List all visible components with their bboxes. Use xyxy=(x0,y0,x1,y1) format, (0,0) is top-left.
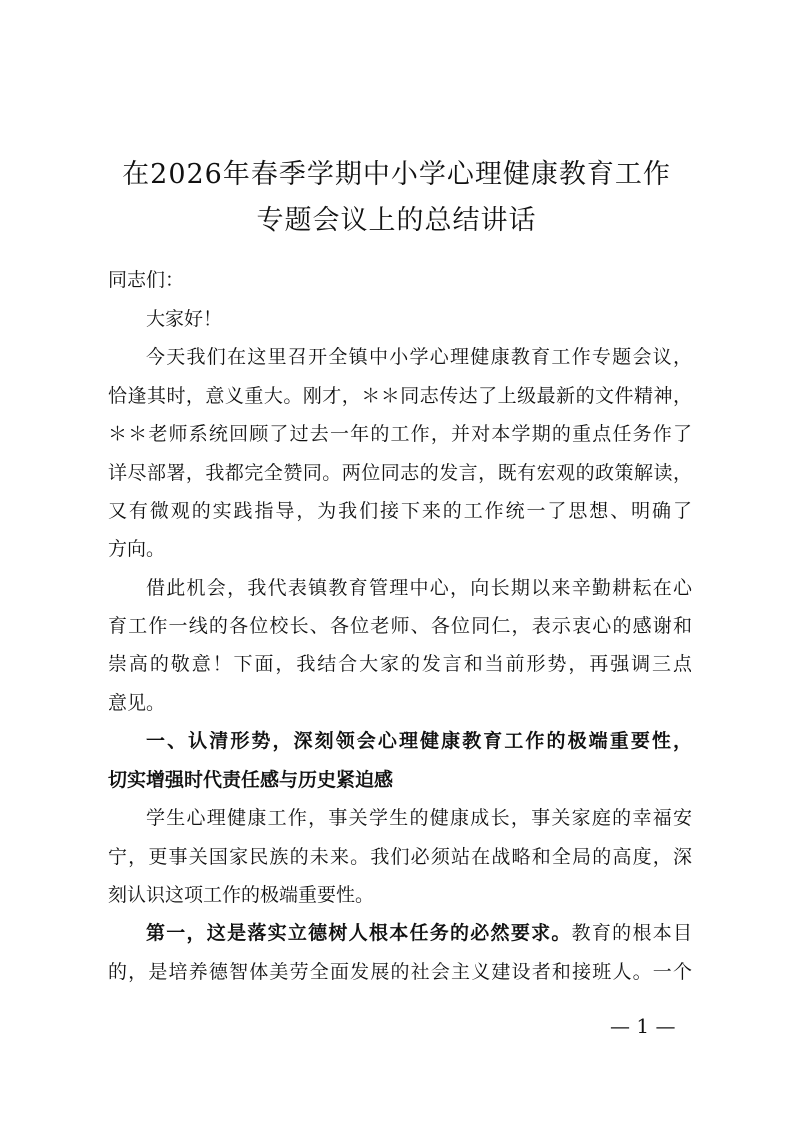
greeting: 大家好！ xyxy=(146,308,223,330)
paragraph-4-rest: 教育的根本目 xyxy=(571,922,692,944)
paragraph-3-line-1: 学生心理健康工作，事关学生的健康成长，事关家庭的幸福安 xyxy=(146,807,692,829)
paragraph-1-line-2: 恰逢其时，意义重大。刚才，＊＊同志传达了上级最新的文件精神， xyxy=(108,385,692,407)
page-number: — 1 — xyxy=(610,1014,676,1038)
paragraph-2-line-4: 意见。 xyxy=(108,692,166,714)
paragraph-4-lead: 第一，这是落实立德树人根本任务的必然要求。 xyxy=(146,922,572,944)
paragraph-2-line-3: 崇高的敬意！下面，我结合大家的发言和当前形势，再强调三点 xyxy=(108,653,692,675)
paragraph-3-line-3: 刻认识这项工作的极端重要性。 xyxy=(108,884,375,906)
paragraph-1-line-5: 又有微观的实践指导，为我们接下来的工作统一了思想、明确了 xyxy=(108,500,692,522)
document-title-line-2: 专题会议上的总结讲话 xyxy=(256,205,537,236)
document-title-line-1: 在2026年春季学期中小学心理健康教育工作 xyxy=(122,159,671,190)
paragraph-2-line-2: 育工作一线的各位校长、各位老师、各位同仁，表示衷心的感谢和 xyxy=(108,615,692,637)
paragraph-4-line-2: 的，是培养德智体美劳全面发展的社会主义建设者和接班人。一个 xyxy=(108,961,692,983)
paragraph-1-line-4: 详尽部署，我都完全赞同。两位同志的发言，既有宏观的政策解读， xyxy=(108,462,692,484)
paragraph-2-line-1: 借此机会，我代表镇教育管理中心，向长期以来辛勤耕耘在心 xyxy=(146,577,692,599)
section-heading-1-line-2: 切实增强时代责任感与历史紧迫感 xyxy=(108,769,394,791)
paragraph-1-line-1: 今天我们在这里召开全镇中小学心理健康教育工作专题会议， xyxy=(146,346,692,368)
paragraph-4-line-1 xyxy=(146,921,692,945)
paragraph-1-line-3: ＊＊老师系统回顾了过去一年的工作，并对本学期的重点任务作了 xyxy=(108,423,692,445)
section-heading-1-line-1: 一、认清形势，深刻领会心理健康教育工作的极端重要性， xyxy=(146,730,692,752)
paragraph-1-line-6: 方向。 xyxy=(108,538,166,560)
salutation: 同志们： xyxy=(108,269,185,291)
paragraph-3-line-2: 宁，更事关国家民族的未来。我们必须站在战略和全局的高度，深 xyxy=(108,846,692,868)
